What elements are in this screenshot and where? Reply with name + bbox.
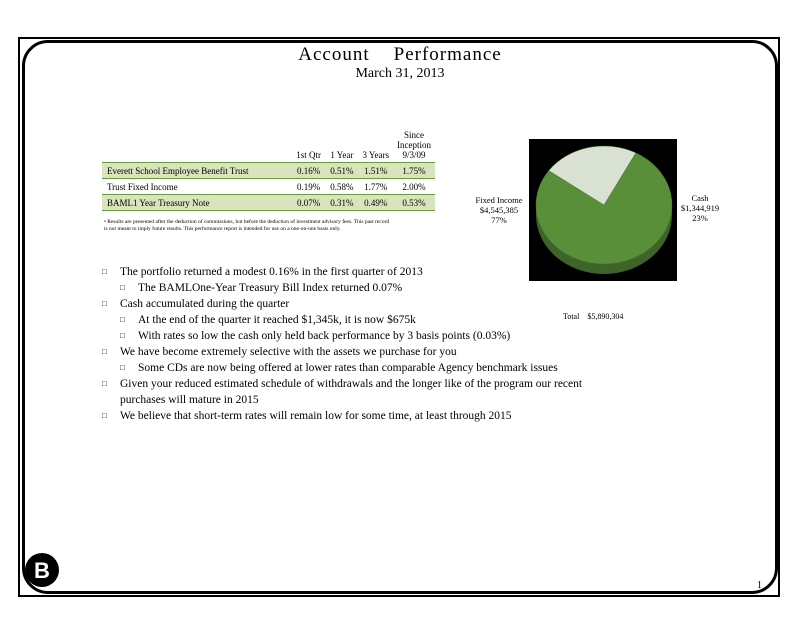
- page-title: [0, 44, 800, 66]
- company-logo: [24, 552, 60, 588]
- bullet-square-icon: □: [120, 331, 125, 340]
- header-since-inception: [393, 130, 435, 163]
- bullet-item: [102, 408, 612, 424]
- pie-total: [563, 312, 623, 321]
- pie-chart: [529, 139, 677, 281]
- header-inception-line-2: Inception: [397, 140, 432, 150]
- bullet-square-icon: □: [102, 299, 107, 308]
- total-value: $5,890,304: [587, 312, 624, 321]
- sub-bullet-item: [102, 328, 612, 344]
- page-number: 1: [757, 580, 762, 591]
- bullet-square-icon: □: [120, 363, 125, 372]
- cell-1-year: 0.51%: [325, 163, 358, 179]
- header-inception-line-3: 9/3/09: [402, 150, 426, 160]
- slice-label-fixed-income: Fixed Income: [475, 195, 523, 205]
- row-name: Trust Fixed Income: [102, 179, 292, 195]
- table-footnote: • Results are presented after the deduction of commissions, but before the deduction of investment advisory fees. This past record is not meant to imply future results. This performance report is intended for use on a one-on-one basis only.: [104, 219, 390, 232]
- bullet-text: At the end of the quarter it reached $1,345k, it is now $675k: [138, 314, 416, 326]
- slice-value-cash: $1,344,919: [680, 203, 720, 213]
- logo-letter: B: [34, 558, 50, 583]
- header-name-col: [102, 130, 292, 163]
- cell-1st-qtr: 0.16%: [292, 163, 325, 179]
- bullet-square-icon: □: [102, 267, 107, 276]
- bullet-text: With rates so low the cash only held back performance by 3 basis points (0.03%): [138, 330, 511, 342]
- cash-label: [676, 193, 724, 223]
- slice-percent-cash: 23%: [692, 213, 708, 223]
- bullet-square-icon: □: [102, 347, 107, 356]
- table-row: [102, 163, 435, 179]
- sub-bullet-item: [102, 312, 612, 328]
- bullet-square-icon: □: [120, 315, 125, 324]
- fixed-income-label: [473, 195, 525, 225]
- cell-inception: 1.75%: [393, 163, 435, 179]
- bullet-item: [102, 296, 612, 312]
- title-word-1: Account: [298, 44, 370, 65]
- cell-3-years: 0.49%: [359, 195, 394, 211]
- bullet-item: [102, 376, 612, 408]
- bullet-text: Cash accumulated during the quarter: [120, 298, 290, 310]
- header-1st-qtr: 1st Qtr: [296, 150, 321, 160]
- table-row: [102, 179, 435, 195]
- cell-3-years: 1.51%: [359, 163, 394, 179]
- pie-top: [536, 146, 672, 264]
- bullet-text: We have become extremely selective with the assets we purchase for you: [120, 346, 457, 358]
- cell-inception: 2.00%: [393, 179, 435, 195]
- row-name: Everett School Employee Benefit Trust: [102, 163, 292, 179]
- bullet-list: [102, 264, 612, 424]
- sub-bullet-item: [102, 360, 612, 376]
- cell-inception: 0.53%: [393, 195, 435, 211]
- bullet-text: The portfolio returned a modest 0.16% in the first quarter of 2013: [120, 266, 423, 278]
- cell-1st-qtr: 0.07%: [292, 195, 325, 211]
- row-name: BAML1 Year Treasury Note: [102, 195, 292, 211]
- bullet-square-icon: □: [102, 379, 107, 388]
- header-inception-line-1: Since: [404, 130, 425, 140]
- total-label: Total: [563, 312, 580, 321]
- cell-1-year: 0.31%: [325, 195, 358, 211]
- header-3-years: 3 Years: [362, 150, 390, 160]
- bullet-square-icon: □: [120, 283, 125, 292]
- pie-chart-area: [529, 139, 677, 281]
- cell-1-year: 0.58%: [325, 179, 358, 195]
- title-word-2: Performance: [393, 44, 502, 65]
- table-row: [102, 195, 435, 211]
- bullet-square-icon: □: [102, 411, 107, 420]
- sub-bullet-item: [102, 280, 612, 296]
- header-1-year: 1 Year: [330, 150, 354, 160]
- slice-percent-fixed-income: 77%: [491, 215, 507, 225]
- slice-value-fixed-income: $4,545,385: [479, 205, 519, 215]
- table-header-row: [102, 130, 435, 163]
- report-date: March 31, 2013: [355, 66, 445, 81]
- bullet-text: Some CDs are now being offered at lower rates than comparable Agency benchmark issues: [138, 362, 558, 374]
- performance-table: [102, 130, 435, 211]
- slice-label-cash: Cash: [691, 193, 709, 203]
- bullet-text: We believe that short-term rates will remain low for some time, at least through 2015: [120, 410, 512, 422]
- bullet-text: The BAMLOne-Year Treasury Bill Index returned 0.07%: [138, 282, 403, 294]
- cell-1st-qtr: 0.19%: [292, 179, 325, 195]
- bullet-item: [102, 344, 612, 360]
- cell-3-years: 1.77%: [359, 179, 394, 195]
- bullet-text: Given your reduced estimated schedule of withdrawals and the longer like of the program our recent purchases will mature in 2015: [120, 378, 583, 406]
